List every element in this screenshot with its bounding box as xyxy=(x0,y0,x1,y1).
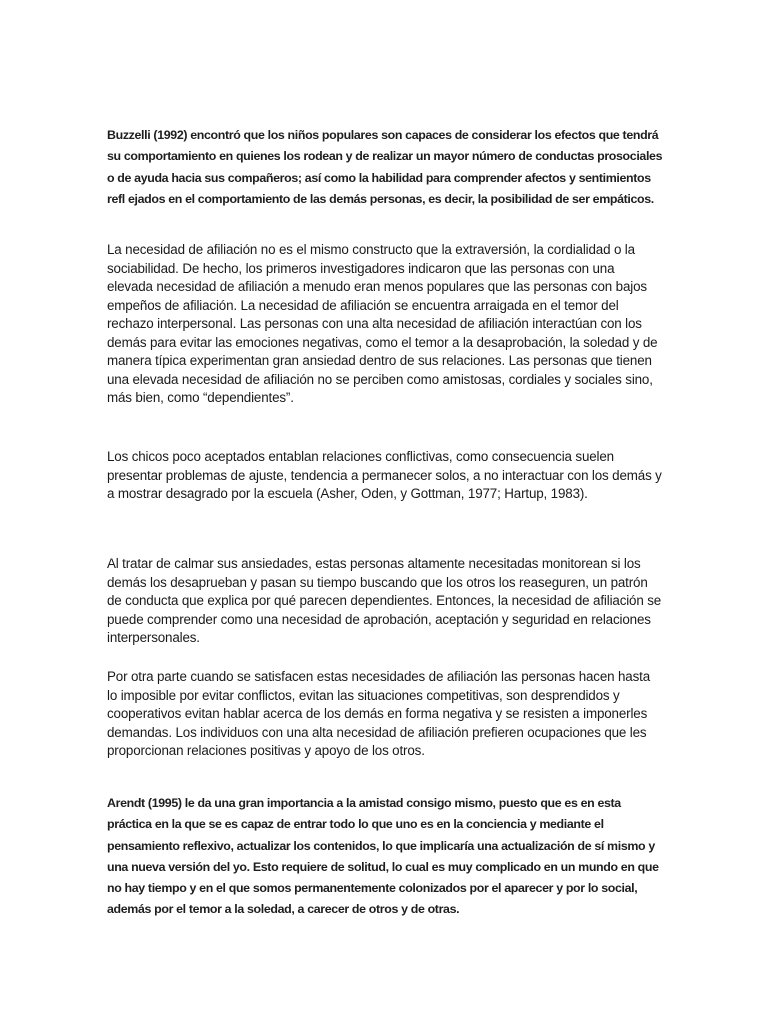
paragraph-por-otra-parte: Por otra parte cuando se satisfacen estas necesidades de afiliación las personas hacen hasta lo imposible por evitar conflictos, evitan las situaciones competitivas, son desprendidos y cooperativos evitan hablar acerca de los demás en forma negativa y se resisten a imponerles demandas. Los individuos con una alta necesidad de afiliación prefieren ocupaciones que les proporcionan relaciones positivas y apoyo de los otros. xyxy=(107,669,651,758)
paragraph-calmar-ansiedades: Al tratar de calmar sus ansiedades, estas personas altamente necesitadas monitorean si los demás los desaprueban y pasan su tiempo buscando que los otros los reaseguren, un patrón de conducta que explica por qué parecen dependientes. Entonces, la necesidad de afiliación se puede comprender como una necesidad de aprobación, aceptación y seguridad en relaciones interpersonales. xyxy=(107,556,662,645)
paragraph-chicos-poco-aceptados: Los chicos poco aceptados entablan relaciones conflictivas, como consecuencia suelen presentar problemas de ajuste, tendencia a permanecer solos, a no interactuar con los demás y a mostrar desagrado por la escuela (Asher, Oden, y Gottman, 1977; Hartup, 1983). xyxy=(107,449,662,501)
paragraph-arendt: Arendt (1995) le da una gran importancia a la amistad consigo mismo, puesto que es en esta práctica en la que se es capaz de entrar todo lo que uno es en la conciencia y mediante el pensamiento reflexivo, actualizar los contenidos, lo que implicaría una actualización de sí mismo y una nueva versión del yo. Esto requiere de solitud, lo cual es muy complicado en un mundo en que no hay tiempo y en el que somos permanentemente colonizados por el aparecer y por lo social, además por el temor a la soledad, a carecer de otros y de otras. xyxy=(107,796,659,917)
paragraph-buzzelli: Buzzelli (1992) encontró que los niños populares son capaces de considerar los efectos que tendrá su comportamiento en quienes los rodean y de realizar un mayor número de conductas prosociales o de ayuda hacia sus compañeros; así como la habilidad para comprender afectos y sentimientos refl ejados en el comportamiento de las demás personas, es decir, la posibilidad de ser empáticos. xyxy=(107,128,663,206)
paragraph-necesidad-afiliacion: La necesidad de afiliación no es el mismo constructo que la extraversión, la cordialidad o la sociabilidad. De hecho, los primeros investigadores indicaron que las personas con una elevada necesidad de afiliación a menudo eran menos populares que las personas con bajos empeños de afiliación. La necesidad de afiliación se encuentra arraigada en el temor del rechazo interpersonal. Las personas con una alta necesidad de afiliación interactúan con los demás para evitar las emociones negativas, como el temor a la desaprobación, la soledad y de manera típica experimentan gran ansiedad dentro de sus relaciones. Las personas que tienen una elevada necesidad de afiliación no se perciben como amistosas, cordiales y sociales sino, más bien, como “dependientes”. xyxy=(107,242,658,405)
